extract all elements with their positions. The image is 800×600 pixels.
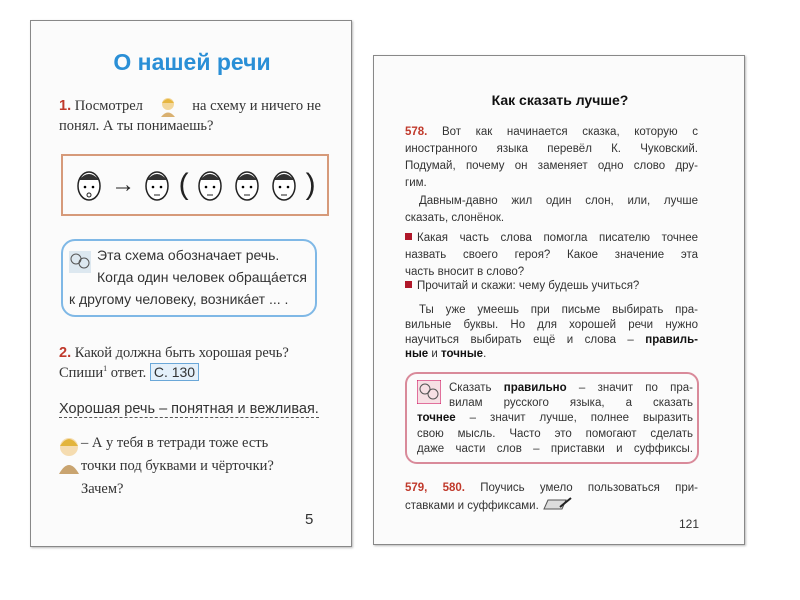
intro-line <box>405 348 486 360</box>
right-textbook-page <box>373 55 745 545</box>
intro-line: Ты уже умеешь при письме выбирать пра- <box>419 304 698 316</box>
ex578-line: Подумай, почему он заменяет одно слово дру- <box>405 160 698 172</box>
rule-line <box>449 382 693 394</box>
speech-scheme <box>61 154 329 216</box>
ex578-line <box>405 126 698 138</box>
task2-line1 <box>59 345 289 362</box>
bold-term: ные <box>405 348 429 360</box>
ex578-line: иностранного языка перевёл К. Чуковский. <box>405 143 698 155</box>
ex579-line <box>405 497 572 512</box>
text: . <box>483 348 487 360</box>
dialogue-line: – А у тебя в тетради тоже есть <box>81 435 269 451</box>
page-number: 121 <box>679 517 700 531</box>
bold-term: правиль- <box>645 334 698 346</box>
question-line <box>405 280 639 292</box>
face-icon <box>195 166 225 204</box>
bold-term: точнее <box>417 412 456 424</box>
question-line <box>405 232 698 244</box>
text: и <box>431 348 438 360</box>
quote-line: сказать, слонёнок. <box>405 212 505 224</box>
red-square-bullet <box>405 233 412 240</box>
face-icon <box>74 166 104 204</box>
page-number: 5 <box>305 511 314 528</box>
rule-line: даже части слов – приставки и суффиксы. <box>417 443 693 455</box>
quote-line: Давным-давно жил один слон, или, лучше <box>419 195 698 207</box>
text: ответ. <box>110 365 147 381</box>
two-people-icon <box>417 380 441 404</box>
text: Прочитай и скажи: чему будешь учиться? <box>417 280 640 292</box>
page-title: О нашей речи <box>113 49 271 75</box>
red-square-bullet <box>405 281 412 288</box>
rule-box <box>405 372 699 464</box>
rule-line: свою мысль. Часто это помогают сделать <box>417 428 693 440</box>
question-line: часть вносит в слово? <box>405 266 525 278</box>
page-reference: С. 130 <box>150 363 199 381</box>
text: ставками и суффиксами. <box>405 500 539 512</box>
text: Спиши <box>59 365 104 381</box>
ex579-line <box>405 482 698 494</box>
bold-term: точные <box>441 348 484 360</box>
boy-icon <box>159 95 177 117</box>
rule-line: Когда один человек обращáется <box>97 269 307 285</box>
footnote-mark: 1 <box>103 364 108 374</box>
intro-line: вильные буквы. Но для хорошей речи нужно <box>405 319 698 331</box>
left-textbook-page <box>30 20 352 547</box>
text: научиться выбирать ещё и слова – <box>405 334 634 346</box>
page-title: Как сказать лучше? <box>491 92 629 108</box>
text: Поучись умело пользоваться при- <box>480 482 698 494</box>
text: на схему и ничего не <box>192 97 321 114</box>
task1-line2: понял. А ты понимаешь? <box>59 118 214 134</box>
rule-line: Эта схема обозначает речь. <box>97 247 280 263</box>
task-number: 2. <box>59 345 72 361</box>
dialogue-line: Зачем? <box>81 481 124 497</box>
rule-line: вилам русского языка, а сказать <box>449 397 693 409</box>
rule-line: к другому человеку, возникáет ... . <box>69 291 289 307</box>
exercise-number: 578. <box>405 126 428 138</box>
text: Вот как начинается сказка, которую с <box>441 126 698 138</box>
task2-line2 <box>59 364 199 382</box>
rule-box <box>61 239 317 317</box>
ex578-line: гим. <box>405 177 427 189</box>
paren: ) <box>305 168 316 201</box>
text: – значит по пра- <box>578 382 694 394</box>
face-icon <box>269 166 299 204</box>
question-line: назвать своего героя? Какое значение эта <box>405 249 698 261</box>
example-sentence: Хорошая речь – понятная и вежливая. <box>59 401 319 417</box>
face-icon <box>142 166 172 204</box>
paren: ( <box>178 168 189 201</box>
arrow-icon: → <box>111 171 136 198</box>
text: Посмотрел <box>74 97 143 114</box>
notebook-pencil-icon <box>542 497 572 511</box>
text: – значит лучше, полнее выразить <box>469 412 694 424</box>
two-people-icon <box>69 251 91 273</box>
dialogue-line: точки под буквами и чёрточки? <box>81 458 274 474</box>
bold-term: правильно <box>503 382 567 394</box>
boy-icon <box>57 434 81 474</box>
text: Сказать <box>449 382 492 394</box>
rule-line <box>417 412 693 424</box>
face-icon <box>232 166 262 204</box>
text: Какая часть слова помогла писателю точнее <box>417 232 698 244</box>
text: Какой должна быть хорошая речь? <box>74 345 289 361</box>
task1-line1 <box>59 95 321 117</box>
task-number: 1. <box>59 97 72 114</box>
exercise-number: 579, 580. <box>405 482 465 494</box>
intro-line <box>405 334 698 346</box>
